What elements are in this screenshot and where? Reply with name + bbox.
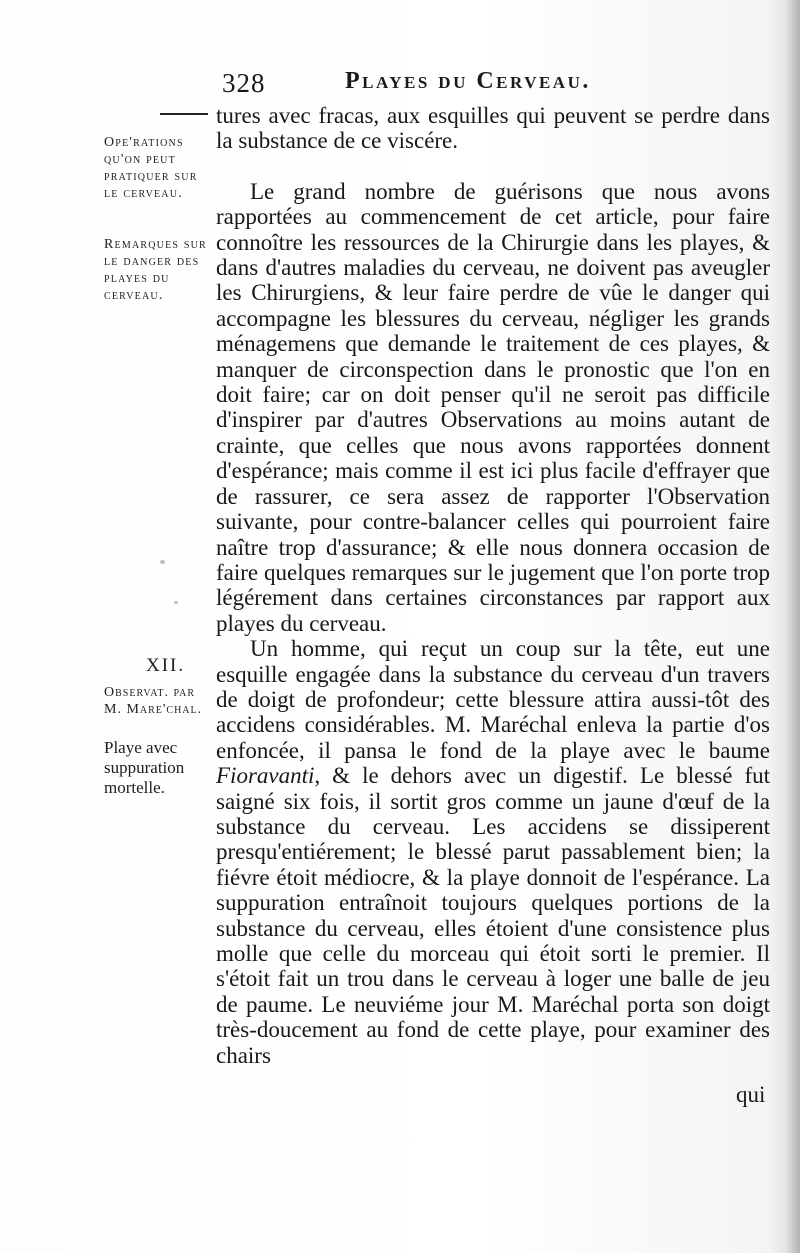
page-number: 328	[222, 68, 266, 98]
paragraph-remarques: Le grand nombre de guérisons que nous avons rapportées au commencement de cet article, pour faire connoître les ressources de la Chirurgie dans les playes, & dans d'autres maladies du cerveau, ne doivent pas aveugler les Chirurgiens, & leur faire perdre de vûe le danger qui accompagne les blessures du cerveau, négliger les grands ménagemens que demande le traitement de ces playes, & manquer de circonspection dans le pronostic que l'on en doit faire; car on doit penser qu'il ne seroit pas difficile d'inspirer par d'autres Observations au moins autant de crainte, que celles que nous avons rapportées donnent d'espérance; mais comme il est ici plus facile d'effrayer que de rassurer, ce sera assez de rapporter l'Observation suivante, pour contre-balancer celles qui pourroient faire naître trop d'assurance; & elle nous donnera occasion de faire quelques remarques sur le jugement que l'on porte trop légérement dans certaines circonstances par rapport aux playes du cerveau.	[216, 178, 770, 636]
margin-rule	[160, 113, 208, 115]
margin-observation-subject: Playe avec suppuration mortelle.	[104, 738, 185, 797]
margin-observation-number: XII.	[146, 655, 186, 676]
page-header	[0, 68, 800, 102]
running-title: Playes du Cerveau.	[345, 68, 591, 94]
margin-note-operations: Ope'rations qu'on peut pratiquer sur le cerveau.	[104, 135, 198, 201]
paragraph-continuation: tures avec fracas, aux esquilles qui peuvent se perdre dans la substance de ce viscére.	[216, 103, 770, 154]
paragraph-gap	[216, 154, 770, 179]
page-gutter-shadow	[786, 0, 800, 1253]
ink-speck	[160, 560, 165, 564]
observation-text-a: Un homme, qui reçut un coup sur la tête, eut une esquille engagée dans la substance du cerveau d'un travers de doigt de profondeur; cette blessure attira aussi-tôt des accidens considérables. M. Maréchal enleva la partie d'os enfoncée, il pansa le fond de la playe avec le baume	[216, 636, 770, 763]
margin-note-remarques: Remarques sur le danger des playes du cerveau.	[104, 237, 207, 303]
paragraph-observation	[216, 636, 770, 1068]
main-text	[216, 103, 770, 1068]
observation-text-b: , & le dehors avec un digestif. Le blessé fut saigné six fois, il sortit gros comme un jaune d'œuf de la substance du cerveau. Les accidens se dissiperent presqu'entiérement; le blessé parut passablement bien; la fiévre étoit médiocre, & la playe donnoit de l'espérance. La suppuration entraînoit toujours quelques portions de la substance du cerveau, elles étoient d'une consistence plus molle que celle du morceau qui étoit sorti le premier. Il s'étoit fait un trou dans le cerveau à loger une balle de jeu de paume. Le neuviéme jour M. Maréchal porta son doigt très-doucement au fond de cette playe, pour examiner des chairs	[216, 763, 770, 1068]
catchword: qui	[736, 1082, 766, 1107]
margin-observation-label: Observat. par M. Mare'chal.	[104, 685, 203, 717]
ink-speck	[174, 601, 178, 604]
observation-italic-term: Fioravanti	[216, 763, 315, 789]
